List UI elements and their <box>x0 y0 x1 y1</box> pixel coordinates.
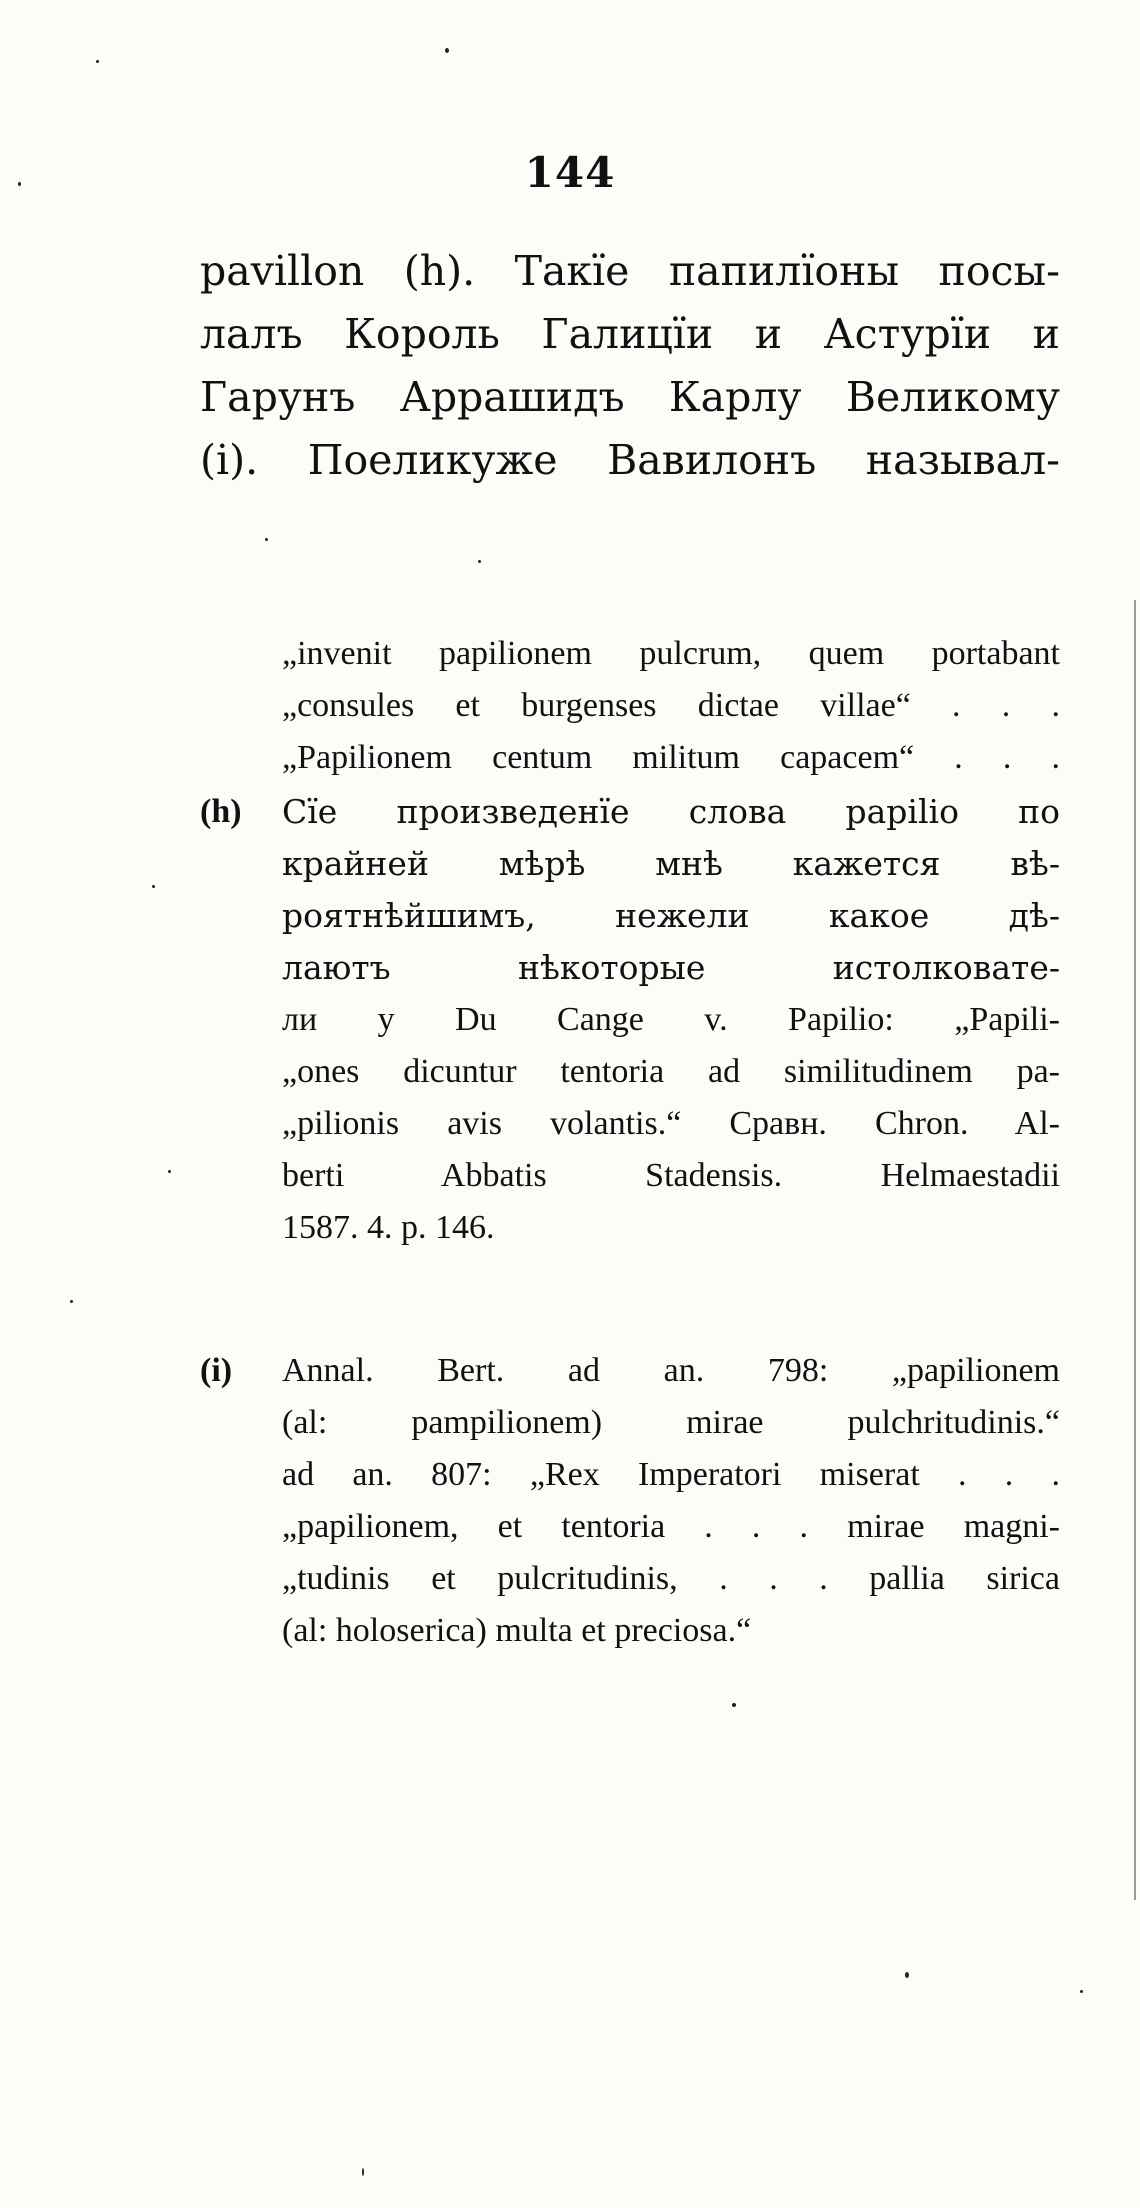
footnote-line: „papilionem, et tentoria . . . mirae magni- <box>282 1508 1060 1545</box>
scan-speck <box>905 1972 909 1978</box>
page-number: 144 <box>524 148 616 197</box>
scan-speck <box>70 1300 73 1303</box>
footnote-h <box>200 786 1060 1254</box>
scan-speck <box>18 182 21 186</box>
scan-speck <box>478 560 481 563</box>
quote-line: „Papilionem centum militum capacem“ . . . <box>282 739 1060 776</box>
footnote-marker-i: (i) <box>200 1352 233 1389</box>
scan-speck <box>152 885 155 888</box>
scan-speck <box>265 538 268 541</box>
footnote-line: berti Abbatis Stadensis. Helmaestadii <box>282 1157 1060 1194</box>
main-text-line: Гарунъ Аррашидъ Карлу Великому <box>200 373 1060 421</box>
main-text-line: лалъ Король Галицïи и Астурïи и <box>200 310 1060 358</box>
main-text-line: pavillon (h). Такïе папилïоны посы- <box>200 247 1060 295</box>
footnote-quote-continuation <box>200 628 1060 784</box>
main-text-block <box>200 240 1060 492</box>
main-text-line: (i). Поеликуже Вавилонъ называл- <box>200 436 1060 484</box>
footnote-line: (al: holoserica) multa et preciosa.“ <box>282 1612 752 1649</box>
footnote-line: (al: pampilionem) mirae pulchritudinis.“ <box>282 1404 1060 1441</box>
scan-speck <box>96 60 99 63</box>
quote-line: „consules et burgenses dictae villae“ . . . <box>282 687 1060 724</box>
footnote-i <box>200 1345 1060 1657</box>
scan-speck <box>732 1703 736 1707</box>
footnote-line: ли у Du Cange v. Papilio: „Papili- <box>282 1001 1060 1038</box>
footnote-line: крайней мѣрѣ мнѣ кажется вѣ- <box>282 844 1060 883</box>
scan-speck <box>445 48 449 53</box>
footnote-line: Сïе произведенïе слова papilio по <box>282 792 1060 831</box>
footnote-line: ad an. 807: „Rex Imperatori miserat . . . <box>282 1456 1060 1493</box>
scan-edge-shadow <box>1134 600 1136 1900</box>
scan-speck <box>362 2168 364 2176</box>
footnote-line: „tudinis et pulcritudinis, . . . pallia sirica <box>282 1560 1060 1597</box>
footnote-marker-h: (h) <box>200 793 242 830</box>
footnote-line: роятнѣйшимъ, нежели какое дѣ- <box>282 896 1060 935</box>
footnote-line: 1587. 4. p. 146. <box>282 1209 495 1246</box>
quote-line: „invenit papilionem pulcrum, quem portabant <box>282 635 1060 672</box>
scan-speck <box>168 1170 171 1173</box>
scan-speck <box>1080 1990 1083 1993</box>
footnote-line: лаютъ нѣкоторые истолковате- <box>282 948 1060 987</box>
footnote-line: „ones dicuntur tentoria ad similitudinem pa- <box>282 1053 1060 1090</box>
footnote-line: „pilionis avis volantis.“ Сравн. Chron. Al- <box>282 1105 1060 1142</box>
footnote-line: Annal. Bert. ad an. 798: „papilionem <box>282 1352 1060 1389</box>
